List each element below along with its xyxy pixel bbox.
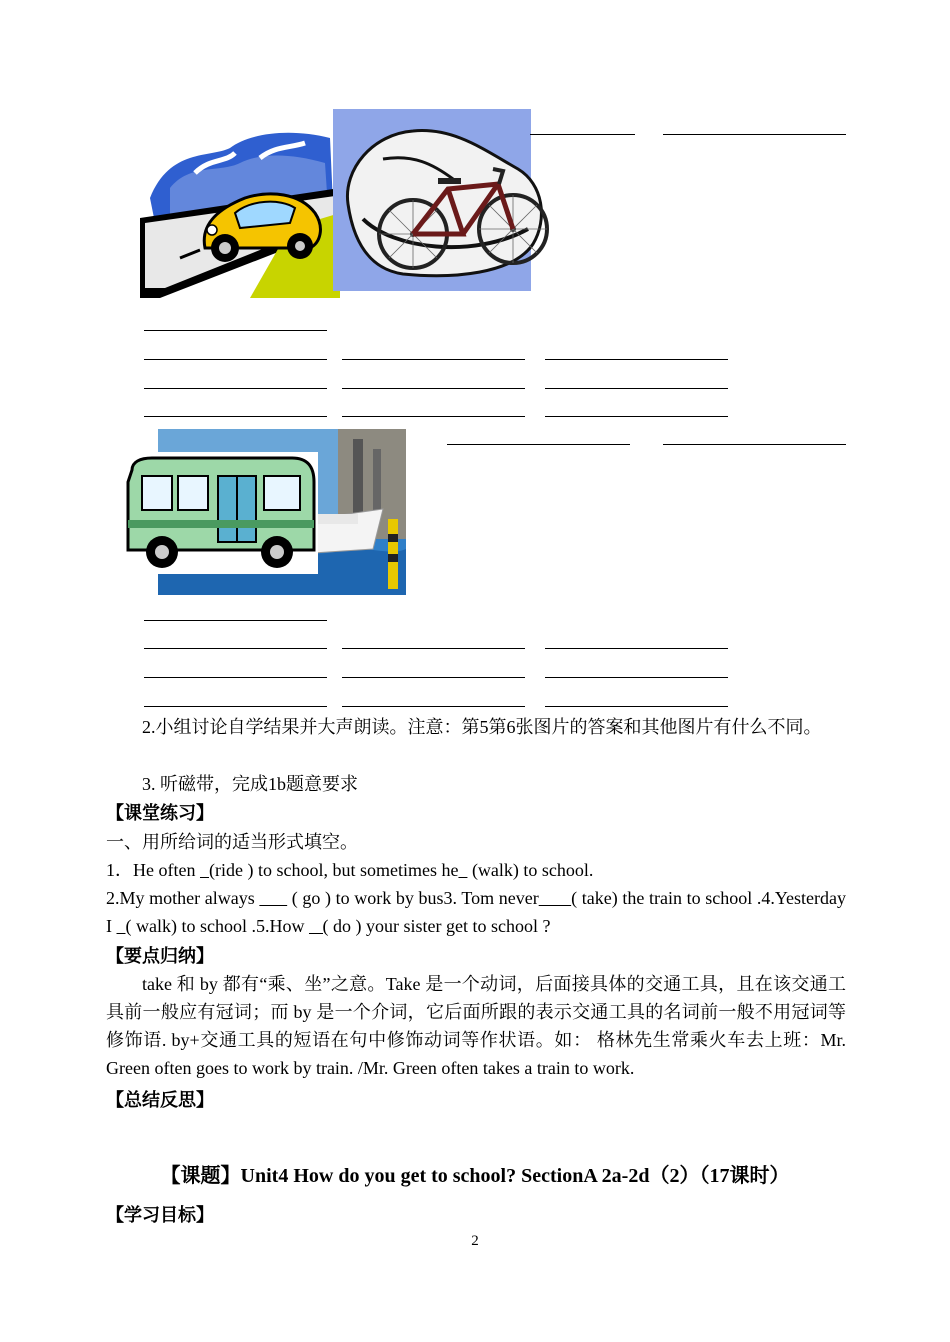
bike-photo [333, 109, 551, 291]
instruction-item-3: 3. 听磁带，完成1b题意要求 [142, 774, 358, 794]
answer-blank[interactable] [342, 388, 525, 389]
answer-blank[interactable] [663, 134, 846, 135]
exercise-2-5: 2.My mother always ( go ) to work by bus3. Tom never ( take) the train to school .4.Yesterday I ( walk) to school .5.How ( do ) your sister get to school ? [106, 888, 847, 936]
answer-blank[interactable] [144, 706, 327, 707]
answer-blank[interactable] [545, 388, 728, 389]
instruction-item-2: 2.小组讨论自学结果并大声朗读。注意：第5第6张图片的答案和其他图片有什么不同。 [142, 717, 822, 737]
answer-blank[interactable] [545, 416, 728, 417]
goals-heading: 【学习目标】 [106, 1205, 214, 1225]
practice-heading: 【课堂练习】 [106, 803, 214, 823]
exercise-1: 1．He often (ride ) to school, but sometimes he (walk) to school. [106, 860, 594, 880]
answer-blank[interactable] [545, 648, 728, 649]
answer-blank[interactable] [144, 620, 327, 621]
answer-blank[interactable] [545, 677, 728, 678]
answer-blank[interactable] [342, 359, 525, 360]
answer-blank[interactable] [447, 444, 630, 445]
answer-blank[interactable] [530, 134, 635, 135]
answer-blank[interactable] [342, 648, 525, 649]
car-illustration [140, 128, 340, 298]
answer-blank[interactable] [144, 648, 327, 649]
answer-blank[interactable] [342, 416, 525, 417]
keypoints-text: take 和 by 都有“乘、坐”之意。Take 是一个动词，后面接具体的交通工具，且在该交通工具前一般应有冠词；而 by 是一个介词，它后面所跟的表示交通工具的名词前一般不用冠词等修饰语. by+交通工具的短语在句中修饰动词等作状语。如： 格林先生常乘火车去上班：Mr. Green often goes to work by train. /Mr. Green often takes a train to work. [106, 974, 846, 1078]
answer-blank[interactable] [144, 677, 327, 678]
fill-blank[interactable]: ( [308, 916, 329, 936]
answer-blank[interactable] [342, 706, 525, 707]
fill-blank[interactable] [539, 888, 571, 908]
answer-blank[interactable] [545, 359, 728, 360]
page-number: 2 [471, 1233, 479, 1249]
answer-blank[interactable] [144, 359, 327, 360]
summary-heading: 【总结反思】 [106, 1090, 214, 1110]
answer-blank[interactable] [342, 677, 525, 678]
fill-blank[interactable] [117, 916, 126, 936]
answer-blank[interactable] [144, 330, 327, 331]
answer-blank[interactable] [144, 388, 327, 389]
bus-illustration [122, 452, 318, 574]
practice-subheading: 一、用所给词的适当形式填空。 [106, 832, 358, 852]
fill-blank[interactable] [200, 860, 209, 880]
lesson-title: 【课题】Unit4 How do you get to school? SectionA 2a-2d（2）（17课时） [160, 1165, 790, 1187]
fill-blank[interactable] [259, 888, 287, 908]
answer-blank[interactable] [663, 444, 846, 445]
answer-blank[interactable] [545, 706, 728, 707]
keypoints-heading: 【要点归纳】 [106, 946, 214, 966]
answer-blank[interactable] [144, 416, 327, 417]
